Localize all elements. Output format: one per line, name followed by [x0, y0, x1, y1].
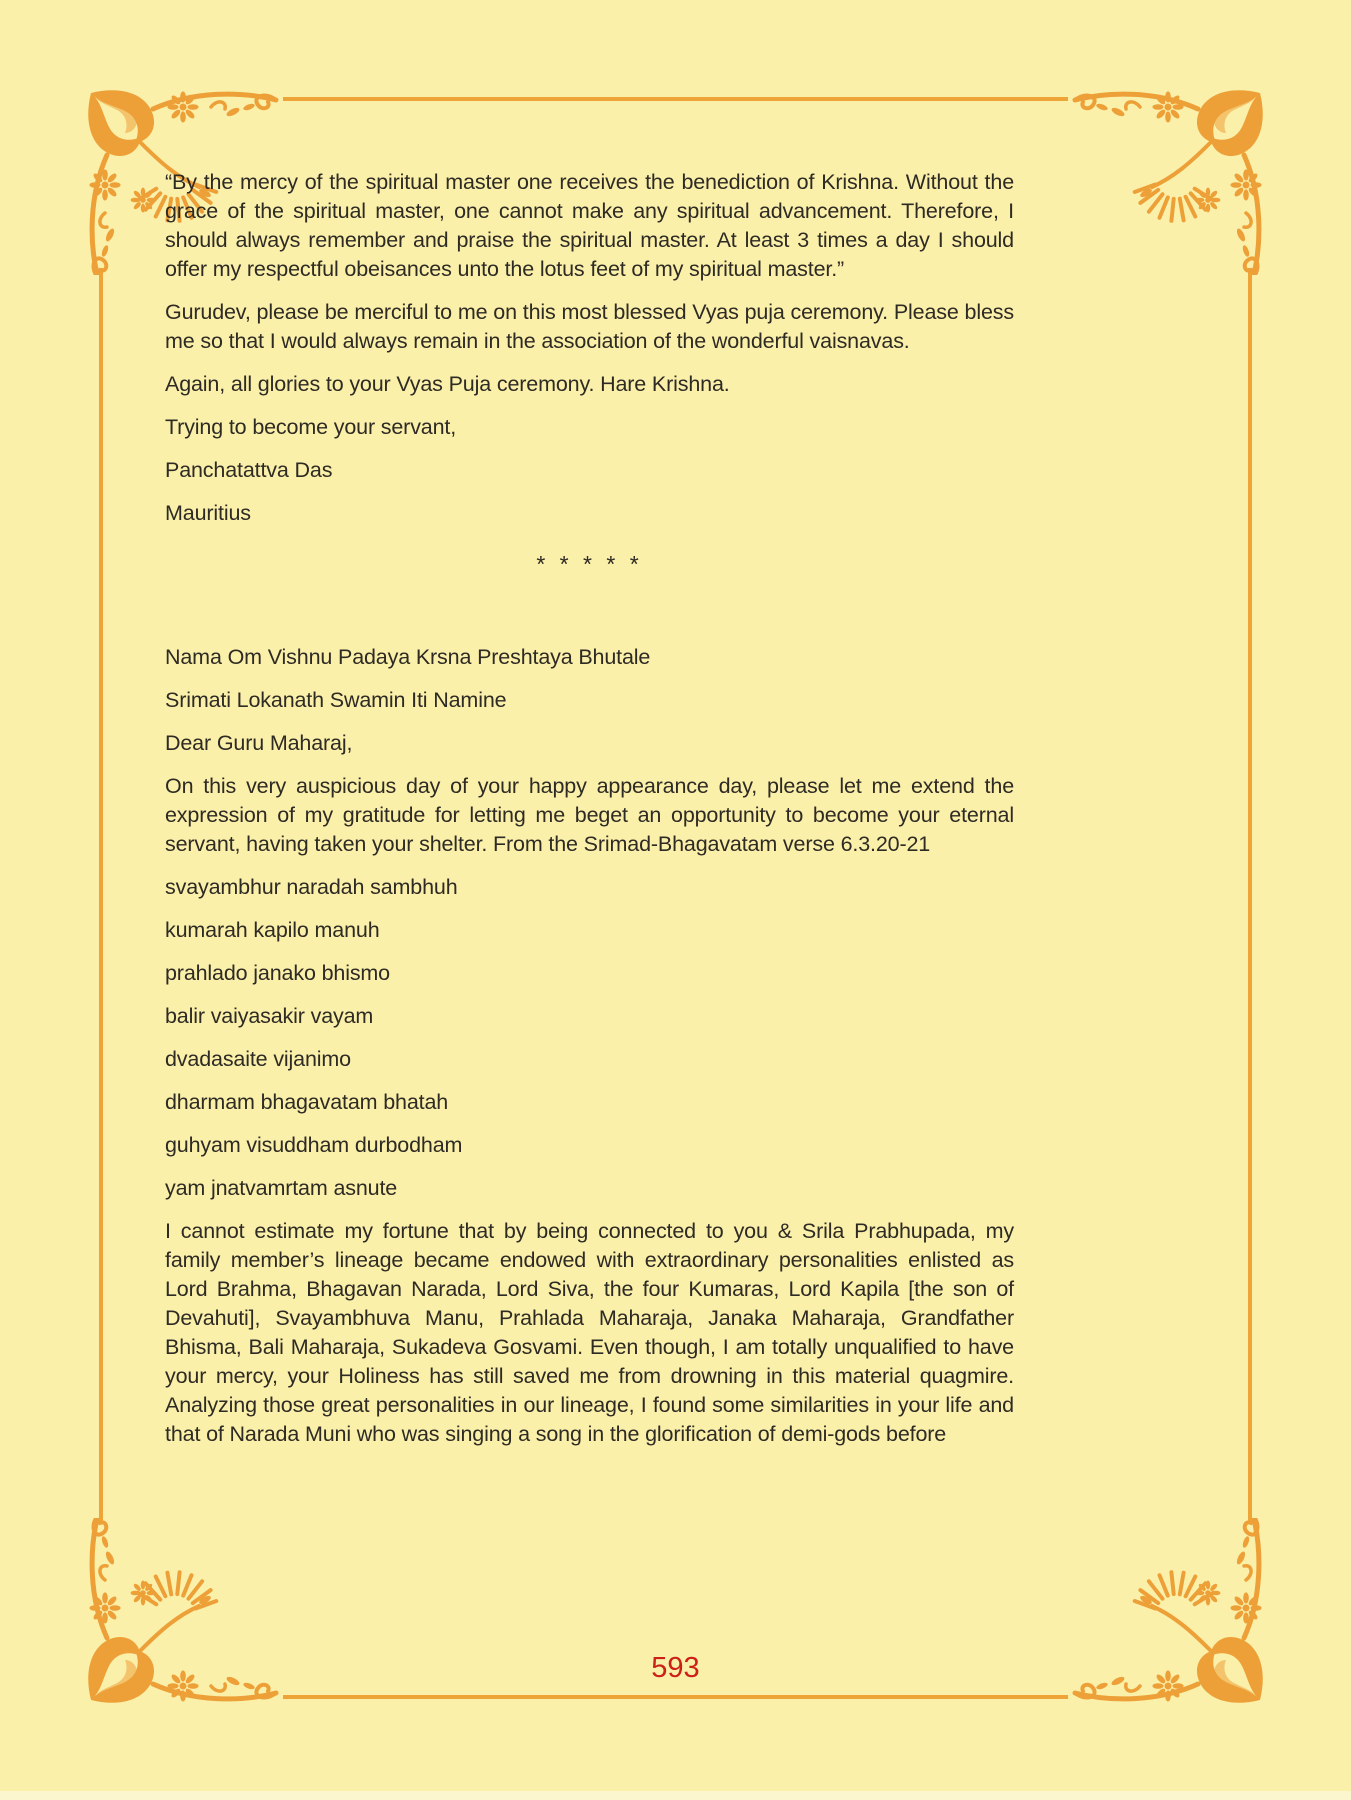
verse-line-8: yam jnatvamrtam asnute: [165, 1176, 398, 1200]
gratitude-paragraph: On this very auspicious day of your happy appearance day, please let me extend the expression of my gratitude for letting me beget an opportunity to become your eternal servant, having taken your shelter. From the Srimad-Bhagavatam verse 6.3.20-21: [165, 774, 1014, 856]
section-separator: * * * * *: [536, 551, 643, 577]
verse-line-5: dvadasaite vijanimo: [165, 1047, 351, 1071]
page-edge-strip: [0, 1791, 1351, 1800]
plea-paragraph: Gurudev, please be merciful to me on this most blessed Vyas puja ceremony. Please bless me so that I would always remain in the association of the wonderful vaisnavas.: [165, 300, 1014, 353]
top-border-rule: [283, 97, 1068, 101]
signature-line: Panchatattva Das: [165, 458, 333, 482]
verse-line-2: kumarah kapilo manuh: [165, 918, 380, 942]
verse-line-7: guhyam visuddham durbodham: [165, 1133, 463, 1157]
corner-flourish-top-right-icon: [1068, 85, 1268, 275]
glories-line: Again, all glories to your Vyas Puja ceremony. Hare Krishna.: [165, 372, 730, 396]
invocation-line-2: Srimati Lokanath Swamin Iti Namine: [165, 688, 507, 712]
letter-content: [165, 168, 1014, 1463]
page-number: 593: [651, 1652, 700, 1684]
verse-line-1: svayambhur naradah sambhuh: [165, 875, 458, 899]
location-line: Mauritius: [165, 501, 251, 525]
quote-paragraph: “By the mercy of the spiritual master one receives the benediction of Krishna. Without the grace of the spiritual master, one cannot make any spiritual advancement. Therefore, I should always remember and praise the spiritual master. At least 3 times a day I should offer my respectful obeisances unto the lotus feet of my spiritual master.”: [165, 170, 1014, 281]
fortune-paragraph: I cannot estimate my fortune that by being connected to you & Srila Prabhupada, my family member’s lineage became endowed with extraordinary personalities enlisted as Lord Brahma, Bhagavan Narada, Lord Siva, the four Kumaras, Lord Kapila [the son of Devahuti], Svayambhuva Manu, Prahlada Maharaja, Janaka Maharaja, Grandfather Bhisma, Bali Maharaja, Sukadeva Gosvami. Even though, I am totally unqualified to have your mercy, your Holiness has still saved me from drowning in this material quagmire. Analyzing those great personalities in our lineage, I found some similarities in your life and that of Narada Muni who was singing a song in the glorification of demi-gods before: [165, 1219, 1014, 1446]
verse-line-4: balir vaiyasakir vayam: [165, 1004, 374, 1028]
right-border-rule: [1248, 268, 1252, 1523]
verse-line-6: dharmam bhagavatam bhatah: [165, 1090, 449, 1114]
salutation-line: Dear Guru Maharaj,: [165, 731, 353, 755]
left-border-rule: [99, 268, 103, 1523]
closing-line: Trying to become your servant,: [165, 415, 457, 439]
bottom-border-rule: [283, 1695, 1068, 1699]
invocation-line-1: Nama Om Vishnu Padaya Krsna Preshtaya Bhutale: [165, 645, 651, 669]
verse-line-3: prahlado janako bhismo: [165, 961, 390, 985]
